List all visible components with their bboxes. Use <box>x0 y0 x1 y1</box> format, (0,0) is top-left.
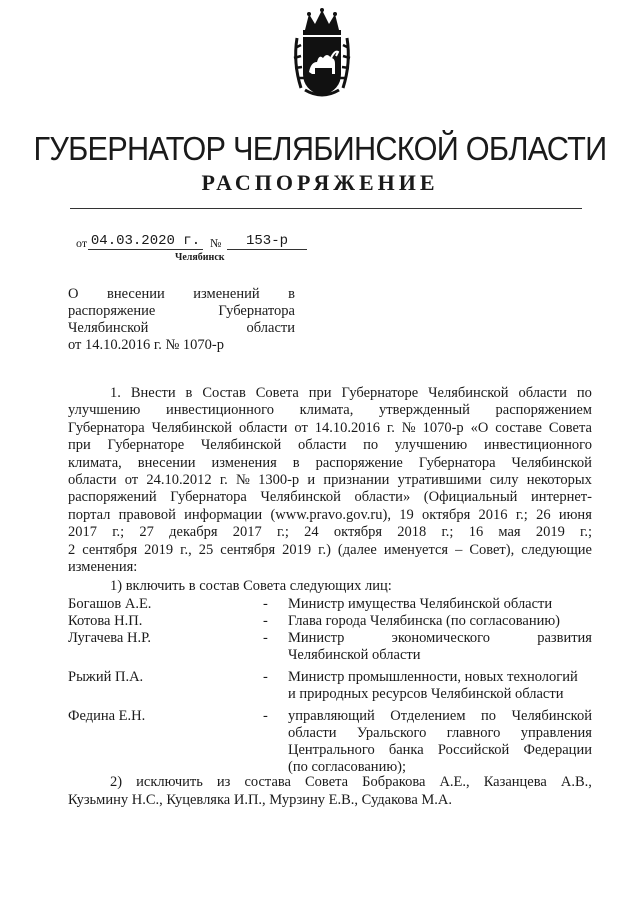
subject-line: Челябинской области <box>68 320 295 336</box>
header-divider <box>70 208 582 209</box>
word: 2019 <box>282 541 312 558</box>
word: при <box>308 385 332 401</box>
paragraph-line <box>68 524 592 541</box>
word: Российской <box>437 742 510 758</box>
word: Челябинской <box>428 385 509 401</box>
word: г. <box>219 472 228 489</box>
word: 24 <box>304 524 319 541</box>
document-type: РАСПОРЯЖЕНИЕ <box>201 170 439 195</box>
word: 24.10.2012 <box>146 472 212 489</box>
word: 16 <box>468 524 484 541</box>
word: А.В., <box>560 774 592 790</box>
word: распоряжений <box>68 489 157 506</box>
word: июня <box>558 506 592 523</box>
subject-line: О внесении изменений в <box>68 286 295 302</box>
word: экономического <box>391 630 490 646</box>
member-dash: - <box>263 596 268 612</box>
word: в <box>292 454 300 471</box>
word: области <box>297 437 347 454</box>
word: г., <box>180 541 192 558</box>
word: изменения <box>211 454 277 471</box>
word: области <box>238 419 288 436</box>
word: некоторых <box>526 472 592 489</box>
word: мая <box>498 524 521 541</box>
word: «О <box>470 419 489 436</box>
word: состава <box>244 774 291 790</box>
word: инвестиционного <box>165 402 274 419</box>
word: правовой <box>118 506 176 523</box>
member-role <box>288 613 592 630</box>
word: № <box>401 419 416 436</box>
word: силу <box>489 472 519 489</box>
paragraph-line <box>68 472 592 489</box>
word: Челябинской <box>200 437 282 454</box>
number-label: № <box>210 236 222 250</box>
member-role-line: Министр промышленности, новых технологий <box>288 669 578 685</box>
word: именуется <box>383 541 449 558</box>
word: октября <box>422 506 471 523</box>
word: Казанцева <box>483 774 547 790</box>
member-dash: - <box>263 708 268 724</box>
member-role <box>288 669 592 703</box>
member-role-line <box>288 708 592 725</box>
paragraph-line <box>68 385 592 402</box>
word: Губернатора <box>418 454 496 471</box>
member-row <box>68 596 592 613</box>
word: распоряжением <box>495 402 592 419</box>
document-subject <box>68 286 295 354</box>
word: внесении <box>137 454 196 471</box>
member-dash: - <box>263 669 268 685</box>
paragraph-line <box>68 489 592 506</box>
word: Уральского <box>356 725 427 741</box>
paragraph-line: Кузьмину Н.С., Куцевляка И.П., Мурзину Е.В., Судакова М.А. <box>68 792 453 808</box>
member-role <box>288 596 592 613</box>
member-role-line: Глава города Челябинска (по согласованию) <box>288 613 561 629</box>
member-role-line: (по согласованию); <box>288 759 407 775</box>
word: Бобракова <box>362 774 426 790</box>
paragraph-line <box>68 455 592 472</box>
paragraph-line <box>68 773 592 791</box>
word: области <box>68 472 117 489</box>
paragraph-line <box>68 542 592 559</box>
word: г.; <box>441 524 454 541</box>
word: по <box>481 708 497 724</box>
document-number: 153-р <box>227 233 307 250</box>
member-role-line: и природных ресурсов Челябинской области <box>288 686 564 702</box>
word: интернет- <box>531 489 592 506</box>
word: из <box>216 774 231 790</box>
word: области» <box>354 489 411 506</box>
word: утратившими <box>397 472 482 489</box>
word: 1. <box>110 385 121 401</box>
word: Совета <box>548 419 592 436</box>
word: портал <box>68 506 111 523</box>
member-role-line: Министр имущества Челябинской области <box>288 596 553 612</box>
word: управления <box>520 725 592 741</box>
word: 2018 <box>397 524 427 541</box>
chelyabinsk-coat-of-arms-icon <box>291 8 353 100</box>
word: сентября <box>220 541 276 558</box>
word: (далее <box>337 541 377 558</box>
word: распоряжение <box>315 454 403 471</box>
member-row <box>68 708 592 776</box>
member-role <box>288 708 592 776</box>
word: г.; <box>112 524 125 541</box>
word: улучшению <box>68 402 141 419</box>
paragraph-line: изменения: <box>68 559 138 576</box>
member-name: Котова Н.П. <box>68 613 143 629</box>
word: климата, <box>68 454 122 471</box>
member-name: Рыжий П.А. <box>68 669 144 685</box>
word: утвержденный <box>379 402 470 419</box>
word: управляющий <box>288 708 375 724</box>
word: Федерации <box>523 742 592 758</box>
word: г.; <box>276 524 289 541</box>
word: октября <box>333 524 383 541</box>
word: А.Е., <box>439 774 470 790</box>
members-list <box>68 596 592 776</box>
word: Центрального <box>288 742 375 758</box>
word: Состав <box>202 385 246 401</box>
word: 2017 <box>232 524 262 541</box>
word: Губернатора <box>68 419 145 436</box>
word: Челябинской <box>511 708 592 724</box>
word: Губернатора <box>170 489 247 506</box>
word: Внести <box>130 385 176 401</box>
word: признании <box>323 472 390 489</box>
word: 2019 <box>535 524 565 541</box>
sub-item-1: 1) включить в состав Совета следующих лиц: <box>110 578 392 594</box>
word: инвестиционного <box>483 437 592 454</box>
word: 25 <box>198 541 214 558</box>
paragraph-2 <box>68 773 592 809</box>
word: улучшению <box>394 437 468 454</box>
word: банка <box>388 742 424 758</box>
document-date: 04.03.2020 г. <box>88 233 203 250</box>
word: – <box>455 541 463 558</box>
word: № <box>236 472 250 489</box>
word: информации <box>184 506 263 523</box>
word: в <box>185 385 193 401</box>
word: Совета <box>305 774 349 790</box>
subject-line: от 14.10.2016 г. № 1070-р <box>68 337 224 353</box>
word: 2019 <box>144 541 174 558</box>
word: 19 <box>399 506 414 523</box>
word: развития <box>537 630 592 646</box>
word: области <box>288 725 337 741</box>
word: от <box>294 419 308 436</box>
subject-line: распоряжение Губернатора <box>68 303 295 319</box>
word: 14.10.2016 <box>314 419 380 436</box>
word: главного <box>446 725 501 741</box>
member-name: Богашов А.Е. <box>68 596 152 612</box>
member-dash: - <box>263 613 268 629</box>
word: 1300-р <box>258 472 300 489</box>
word: и <box>307 472 316 489</box>
member-role-line <box>288 742 592 759</box>
member-dash: - <box>263 630 268 646</box>
word: Челябинской <box>260 489 341 506</box>
org-title: ГУБЕРНАТОР ЧЕЛЯБИНСКОЙ ОБЛАСТИ <box>33 130 607 167</box>
word: от <box>124 472 139 489</box>
word: климата, <box>299 402 354 419</box>
word: декабря <box>169 524 218 541</box>
word: Губернаторе <box>107 437 185 454</box>
word: при <box>68 437 91 454</box>
word: Челябинской <box>151 419 233 436</box>
paragraph-line <box>68 507 592 524</box>
word: 2017 <box>68 524 97 541</box>
word: сентября <box>82 541 138 558</box>
word: Совет), <box>469 541 515 558</box>
member-role-line <box>288 725 592 742</box>
word: г.) <box>318 541 331 558</box>
word: Губернаторе <box>341 385 419 401</box>
word: 26 <box>536 506 551 523</box>
word: по <box>576 385 592 401</box>
word: г. <box>386 419 395 436</box>
member-name: Федина Е.Н. <box>68 708 146 724</box>
word: 2016 <box>478 506 508 523</box>
word: 27 <box>139 524 154 541</box>
word: Министр <box>288 630 345 646</box>
paragraph-line <box>68 420 592 437</box>
paragraph-line <box>68 402 592 419</box>
paragraph-line <box>68 437 592 454</box>
word: Отделением <box>390 708 466 724</box>
member-role-line <box>288 630 592 647</box>
word: составе <box>495 419 542 436</box>
member-row <box>68 669 592 703</box>
word: Челябинской <box>511 454 592 471</box>
word: г.; <box>580 524 592 541</box>
date-prefix-label: от <box>76 236 88 250</box>
word: исключить <box>136 774 203 790</box>
word: г.; <box>515 506 528 523</box>
word: Совета <box>255 385 299 401</box>
word: 2) <box>110 774 123 790</box>
member-name: Лугачева Н.Р. <box>68 630 151 646</box>
word: (www.pravo.gov.ru), <box>270 506 391 523</box>
word: (Официальный <box>423 489 518 506</box>
word: 1070-р <box>422 419 464 436</box>
word: 2 <box>68 541 76 558</box>
word: области <box>518 385 567 401</box>
member-role <box>288 630 592 664</box>
member-role-line: Челябинской области <box>288 647 421 663</box>
member-row <box>68 613 592 630</box>
member-row <box>68 630 592 664</box>
word: следующие <box>521 541 592 558</box>
word: по <box>363 437 379 454</box>
document-place: Челябинск <box>175 252 225 263</box>
paragraph-1 <box>68 385 592 576</box>
